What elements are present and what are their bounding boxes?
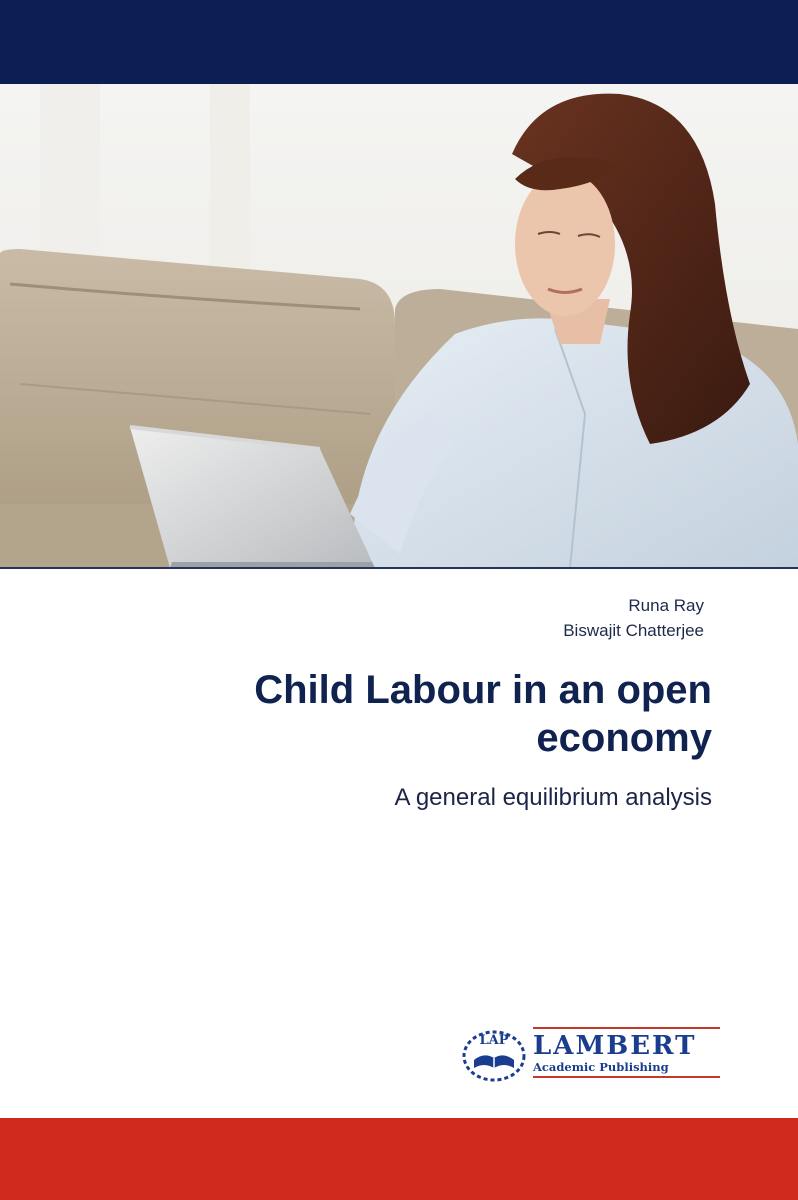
publisher-logo (458, 1022, 724, 1084)
laurel-book-icon (458, 1022, 530, 1084)
bottom-color-band (0, 1118, 798, 1200)
author-name: Biswajit Chatterjee (563, 621, 704, 640)
book-title: Child Labour in an open economy (254, 668, 712, 760)
cover-photo (0, 84, 798, 568)
publisher-tagline: Academic Publishing (533, 1060, 669, 1074)
publisher-name: LAMBERT (533, 1031, 697, 1061)
woman-with-laptop-illustration (0, 84, 798, 568)
photo-divider (0, 567, 798, 569)
book-subtitle: A general equilibrium analysis (394, 784, 712, 811)
logo-rule-top (533, 1027, 720, 1029)
logo-rule-bottom (533, 1076, 720, 1078)
lap-badge-text: LAP (479, 1033, 509, 1048)
top-color-band (0, 0, 798, 84)
author-name: Runa Ray (628, 596, 704, 615)
